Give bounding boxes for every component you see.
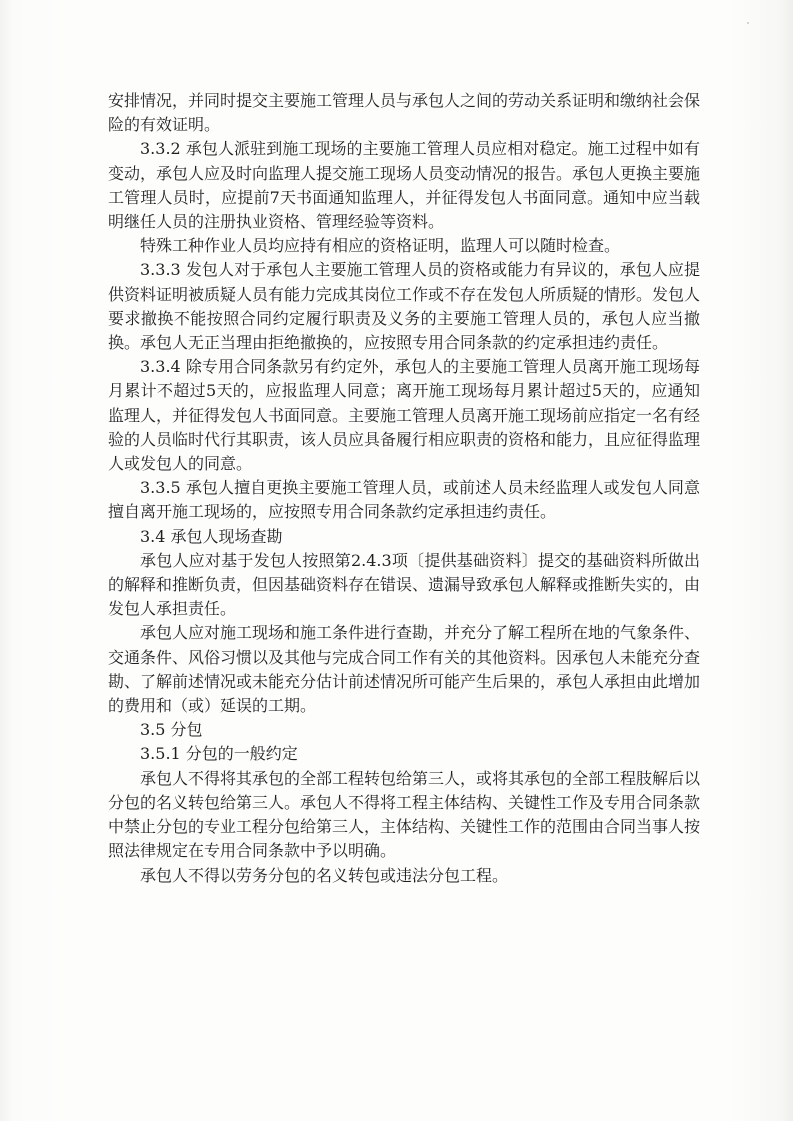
paragraph-site-survey-1: 承包人应对基于发包人按照第2.4.3项〔提供基础资料〕提交的基础资料所做出的解释和推断负责，但因基础资料存在错误、遗漏导致承包人解释或推断失实的，由发包人承担责任。 [108,550,701,619]
paragraph-continuation: 安排情况，并同时提交主要施工管理人员与承包人之间的劳动关系证明和缴纳社会保险的有效证明。 [108,91,701,135]
paragraph-subcontract-2: 承包人不得以劳务分包的名义转包或违法分包工程。 [140,865,509,885]
clause-3-3-4: 3.3.4 除专用合同条款另有约定外，承包人的主要施工管理人员离开施工现场每月累计不超过5天的，应报监理人同意；离开施工现场每月累计超过5天的，应通知监理人，并征得发包人书面同意。主要施工管理人员离开施工现场前应指定一名有经验的人员临时代行其职责，该人员应具备履行相应职责的资格和能力，且应征得监理人或发包人的同意。 [108,357,701,474]
subheading-3-5-1: 3.5.1 分包的一般约定 [140,744,298,764]
document-body [108,89,700,888]
clause-3-3-5: 3.3.5 承包人擅自更换主要施工管理人员，或前述人员未经监理人或发包人同意擅自离开施工现场的，应按照专用合同条款约定承担违约责任。 [108,478,700,522]
paragraph-special-workers: 特殊工种作业人员均应持有相应的资格证明，监理人可以随时检查。 [140,236,621,256]
clause-3-3-3: 3.3.3 发包人对于承包人主要施工管理人员的资格或能力有异议的，承包人应提供资料证明被质疑人员有能力完成其岗位工作或不存在发包人所质疑的情形。发包人要求撤换不能按照合同约定履行职责及义务的主要施工管理人员的，承包人应当撤换。承包人无正当理由拒绝撤换的，应按照专用合同条款的约定承担违约责任。 [108,260,701,353]
paragraph-subcontract-1: 承包人不得将其承包的全部工程转包给第三人，或将其承包的全部工程肢解后以分包的名义转包给第三人。承包人不得将工程主体结构、关键性工作及专用合同条款中禁止分包的专业工程分包给第三人，主体结构、关键性工作的范围由合同当事人按照法律规定在专用合同条款中予以明确。 [108,768,701,861]
scan-speck [747,22,749,24]
section-heading-3-4: 3.4 承包人现场查勘 [140,526,283,546]
section-heading-3-5: 3.5 分包 [140,720,203,740]
paragraph-site-survey-2: 承包人应对施工现场和施工条件进行查勘，并充分了解工程所在地的气象条件、交通条件、风俗习惯以及其他与完成合同工作有关的其他资料。因承包人未能充分查勘、了解前述情况或未能充分估计前述情况所可能产生后果的，承包人承担由此增加的费用和（或）延误的工期。 [108,623,701,716]
clause-3-3-2: 3.3.2 承包人派驻到施工现场的主要施工管理人员应相对稳定。施工过程中如有变动，承包人应及时向监理人提交施工现场人员变动情况的报告。承包人更换主要施工管理人员时，应提前7天书面通知监理人，并征得发包人书面同意。通知中应当载明继任人员的注册执业资格、管理经验等资料。 [108,139,701,232]
